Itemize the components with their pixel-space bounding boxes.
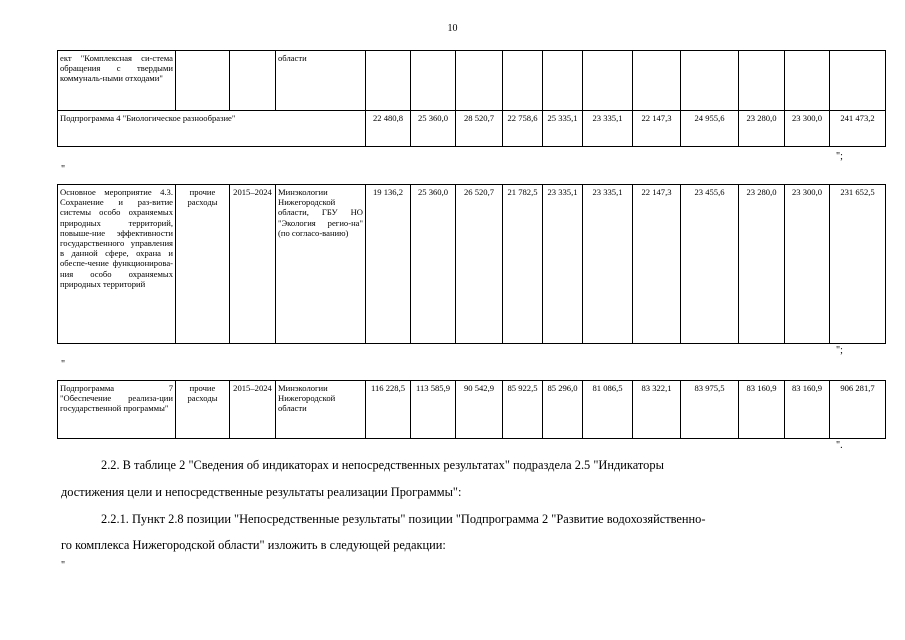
total-cell: 241 473,2 — [830, 111, 886, 147]
measure-name-cell: ект "Комплексная си-стема обращения с твердыми коммуналь-ными отходами" — [58, 51, 176, 111]
closing-quote: "; — [836, 345, 843, 356]
total-cell: 906 281,7 — [830, 381, 886, 439]
value-cell: 28 520,7 — [456, 111, 503, 147]
expense-type-cell: прочие расходы — [176, 185, 230, 344]
value-cell: 83 160,9 — [739, 381, 785, 439]
value-cell: 22 758,6 — [503, 111, 543, 147]
table-subprogram-7 — [57, 380, 886, 439]
value-cell: 23 280,0 — [739, 111, 785, 147]
value-cell: 116 228,5 — [366, 381, 411, 439]
table-main-measure-4-3 — [57, 184, 886, 344]
value-cell: 81 086,5 — [583, 381, 633, 439]
opening-quote: " — [61, 164, 66, 175]
paragraph-2-2-line-2: достижения цели и непосредственные результаты реализации Программы": — [61, 485, 462, 499]
value-cell: 25 335,1 — [543, 111, 583, 147]
value-cell: 22 147,3 — [633, 185, 681, 344]
expense-type-cell: прочие расходы — [176, 381, 230, 439]
value-cell: 23 300,0 — [785, 185, 830, 344]
period-cell: 2015–2024 — [230, 381, 276, 439]
table-row — [58, 381, 886, 439]
value-cell: 24 955,6 — [681, 111, 739, 147]
table-row — [58, 111, 886, 147]
closing-quote: ". — [836, 440, 843, 451]
total-cell: 231 652,5 — [830, 185, 886, 344]
value-cell: 85 922,5 — [503, 381, 543, 439]
value-cell: 113 585,9 — [411, 381, 456, 439]
value-cell: 22 480,8 — [366, 111, 411, 147]
subprogram-name-cell: Подпрограмма 7 "Обеспечение реализа-ции государственной программы" — [58, 381, 176, 439]
table-row — [58, 185, 886, 344]
value-cell: 23 335,1 — [543, 185, 583, 344]
executor-cell: области — [276, 51, 366, 111]
value-cell: 25 360,0 — [411, 111, 456, 147]
value-cell: 21 782,5 — [503, 185, 543, 344]
table-row — [58, 51, 886, 111]
value-cell: 23 335,1 — [583, 185, 633, 344]
value-cell: 22 147,3 — [633, 111, 681, 147]
value-cell: 90 542,9 — [456, 381, 503, 439]
opening-quote: " — [61, 560, 66, 571]
paragraph-2-2-1-line-1: 2.2.1. Пункт 2.8 позиции "Непосредственные результаты" позиции "Подпрограмма 2 "Развитие водохозяйственно- — [101, 512, 706, 526]
page-number: 10 — [447, 23, 458, 34]
value-cell: 26 520,7 — [456, 185, 503, 344]
executor-cell: Минэкологии Нижегородской области — [276, 381, 366, 439]
closing-quote: "; — [836, 151, 843, 162]
subprogram-name-cell: Подпрограмма 4 "Биологическое разнообразие" — [58, 111, 366, 147]
value-cell: 25 360,0 — [411, 185, 456, 344]
period-cell: 2015–2024 — [230, 185, 276, 344]
value-cell: 23 280,0 — [739, 185, 785, 344]
value-cell: 83 975,5 — [681, 381, 739, 439]
value-cell: 19 136,2 — [366, 185, 411, 344]
measure-name-cell: Основное мероприятие 4.3. Сохранение и раз-витие системы особо охраняемых природных территорий, повыше-ние эффективности государственного управления в данной сфере, охрана и обеспе-чение функционирова-ния особо охраняемых природных территорий — [58, 185, 176, 344]
value-cell: 85 296,0 — [543, 381, 583, 439]
value-cell: 23 455,6 — [681, 185, 739, 344]
opening-quote: " — [61, 359, 66, 370]
value-cell: 23 300,0 — [785, 111, 830, 147]
paragraph-2-2-1-line-2: го комплекса Нижегородской области" изложить в следующей редакции: — [61, 538, 446, 552]
table-subprogram-4 — [57, 50, 886, 147]
executor-cell: Минэкологии Нижегородской области, ГБУ НО "Экология регио-на" (по согласо-ванию) — [276, 185, 366, 344]
value-cell: 83 160,9 — [785, 381, 830, 439]
value-cell: 83 322,1 — [633, 381, 681, 439]
paragraph-2-2-line-1: 2.2. В таблице 2 "Сведения об индикаторах и непосредственных результатах" подраздела 2.5 "Индикаторы — [101, 458, 664, 472]
value-cell: 23 335,1 — [583, 111, 633, 147]
